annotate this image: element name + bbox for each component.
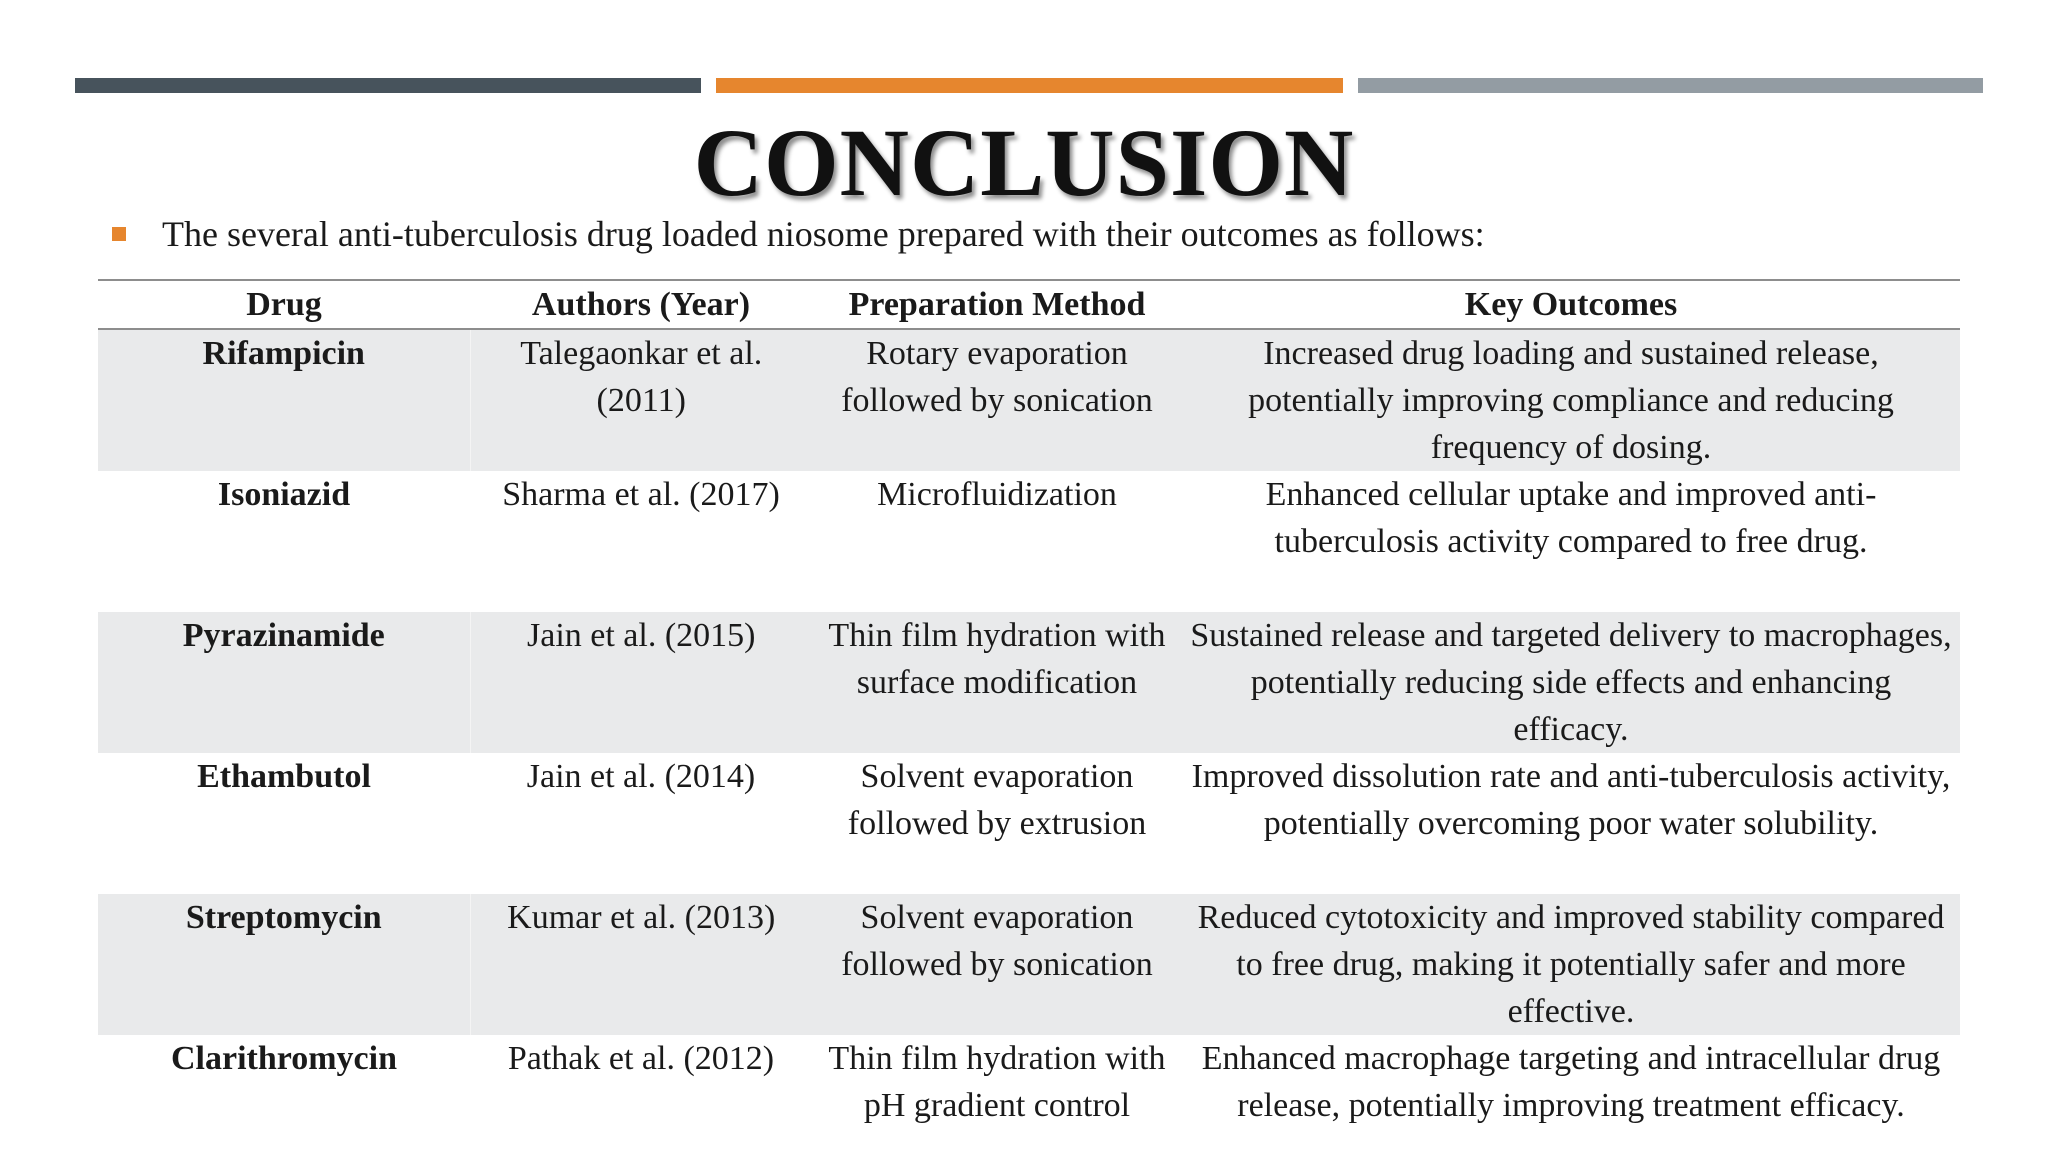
cell-method: Thin film hydration with surface modification [828,617,1166,701]
header-authors: Authors (Year) [531,286,751,323]
cell-outcome: Enhanced cellular uptake and improved anti-tuberculosis activity compared to free drug. [1265,476,1877,560]
cell-method: Solvent evaporation followed by sonication [841,899,1153,983]
cell-drug: Pyrazinamide [98,612,470,753]
intro-bullet-text: The several anti-tuberculosis drug loaded niosome prepared with their outcomes as follows: [162,214,1485,254]
cell-method: Microfluidization [877,476,1117,513]
cell-outcome: Improved dissolution rate and anti-tuberculosis activity, potentially overcoming poor water solubility. [1191,758,1951,842]
cell-drug: Ethambutol [197,758,371,795]
cell-method: Thin film hydration with pH gradient control [828,1040,1166,1124]
cell-drug: Streptomycin [98,894,470,1035]
cell-drug: Clarithromycin [170,1040,397,1077]
cell-outcome: Reduced cytotoxicity and improved stability compared to free drug, making it potentially safer and more effective. [1197,899,1945,1030]
header-method: Preparation Method [848,286,1146,323]
cell-outcome: Sustained release and targeted delivery to macrophages, potentially reducing side effects and enhancing efficacy. [1190,617,1952,748]
square-bullet-icon [112,227,126,241]
intro-bullet [112,212,1485,256]
decorative-top-bars [75,78,1983,93]
cell-method: Solvent evaporation followed by extrusion [847,758,1147,842]
slide-title: CONCLUSION [693,109,1355,216]
niosome-drug-table [98,279,1960,1176]
top-bar-orange [716,78,1343,93]
cell-authors: Jain et al. (2015) [527,617,756,654]
cell-authors: Jain et al. (2014) [526,758,756,795]
table-header-row [98,280,1960,329]
cell-drug: Rifampicin [98,329,470,471]
cell-method: Rotary evaporation followed by sonication [841,335,1153,419]
table-row [98,753,1960,894]
top-bar-dark [75,78,701,93]
cell-authors: Kumar et al. (2013) [507,899,776,936]
table-row [98,894,1960,1035]
cell-authors: Pathak et al. (2012) [507,1040,775,1077]
table-row [98,471,1960,612]
cell-drug: Isoniazid [217,476,351,513]
cell-authors: Sharma et al. (2017) [502,476,780,513]
table-row [98,612,1960,753]
header-outcomes: Key Outcomes [1464,286,1678,323]
top-bar-gray [1358,78,1983,93]
table-row [98,329,1960,471]
cell-outcome: Enhanced macrophage targeting and intracellular drug release, potentially improving treatment efficacy. [1201,1040,1941,1124]
header-drug: Drug [246,286,322,323]
cell-authors: Talegaonkar et al. (2011) [520,335,763,419]
cell-outcome: Increased drug loading and sustained release, potentially improving compliance and reducing frequency of dosing. [1248,335,1894,466]
table-row [98,1035,1960,1176]
